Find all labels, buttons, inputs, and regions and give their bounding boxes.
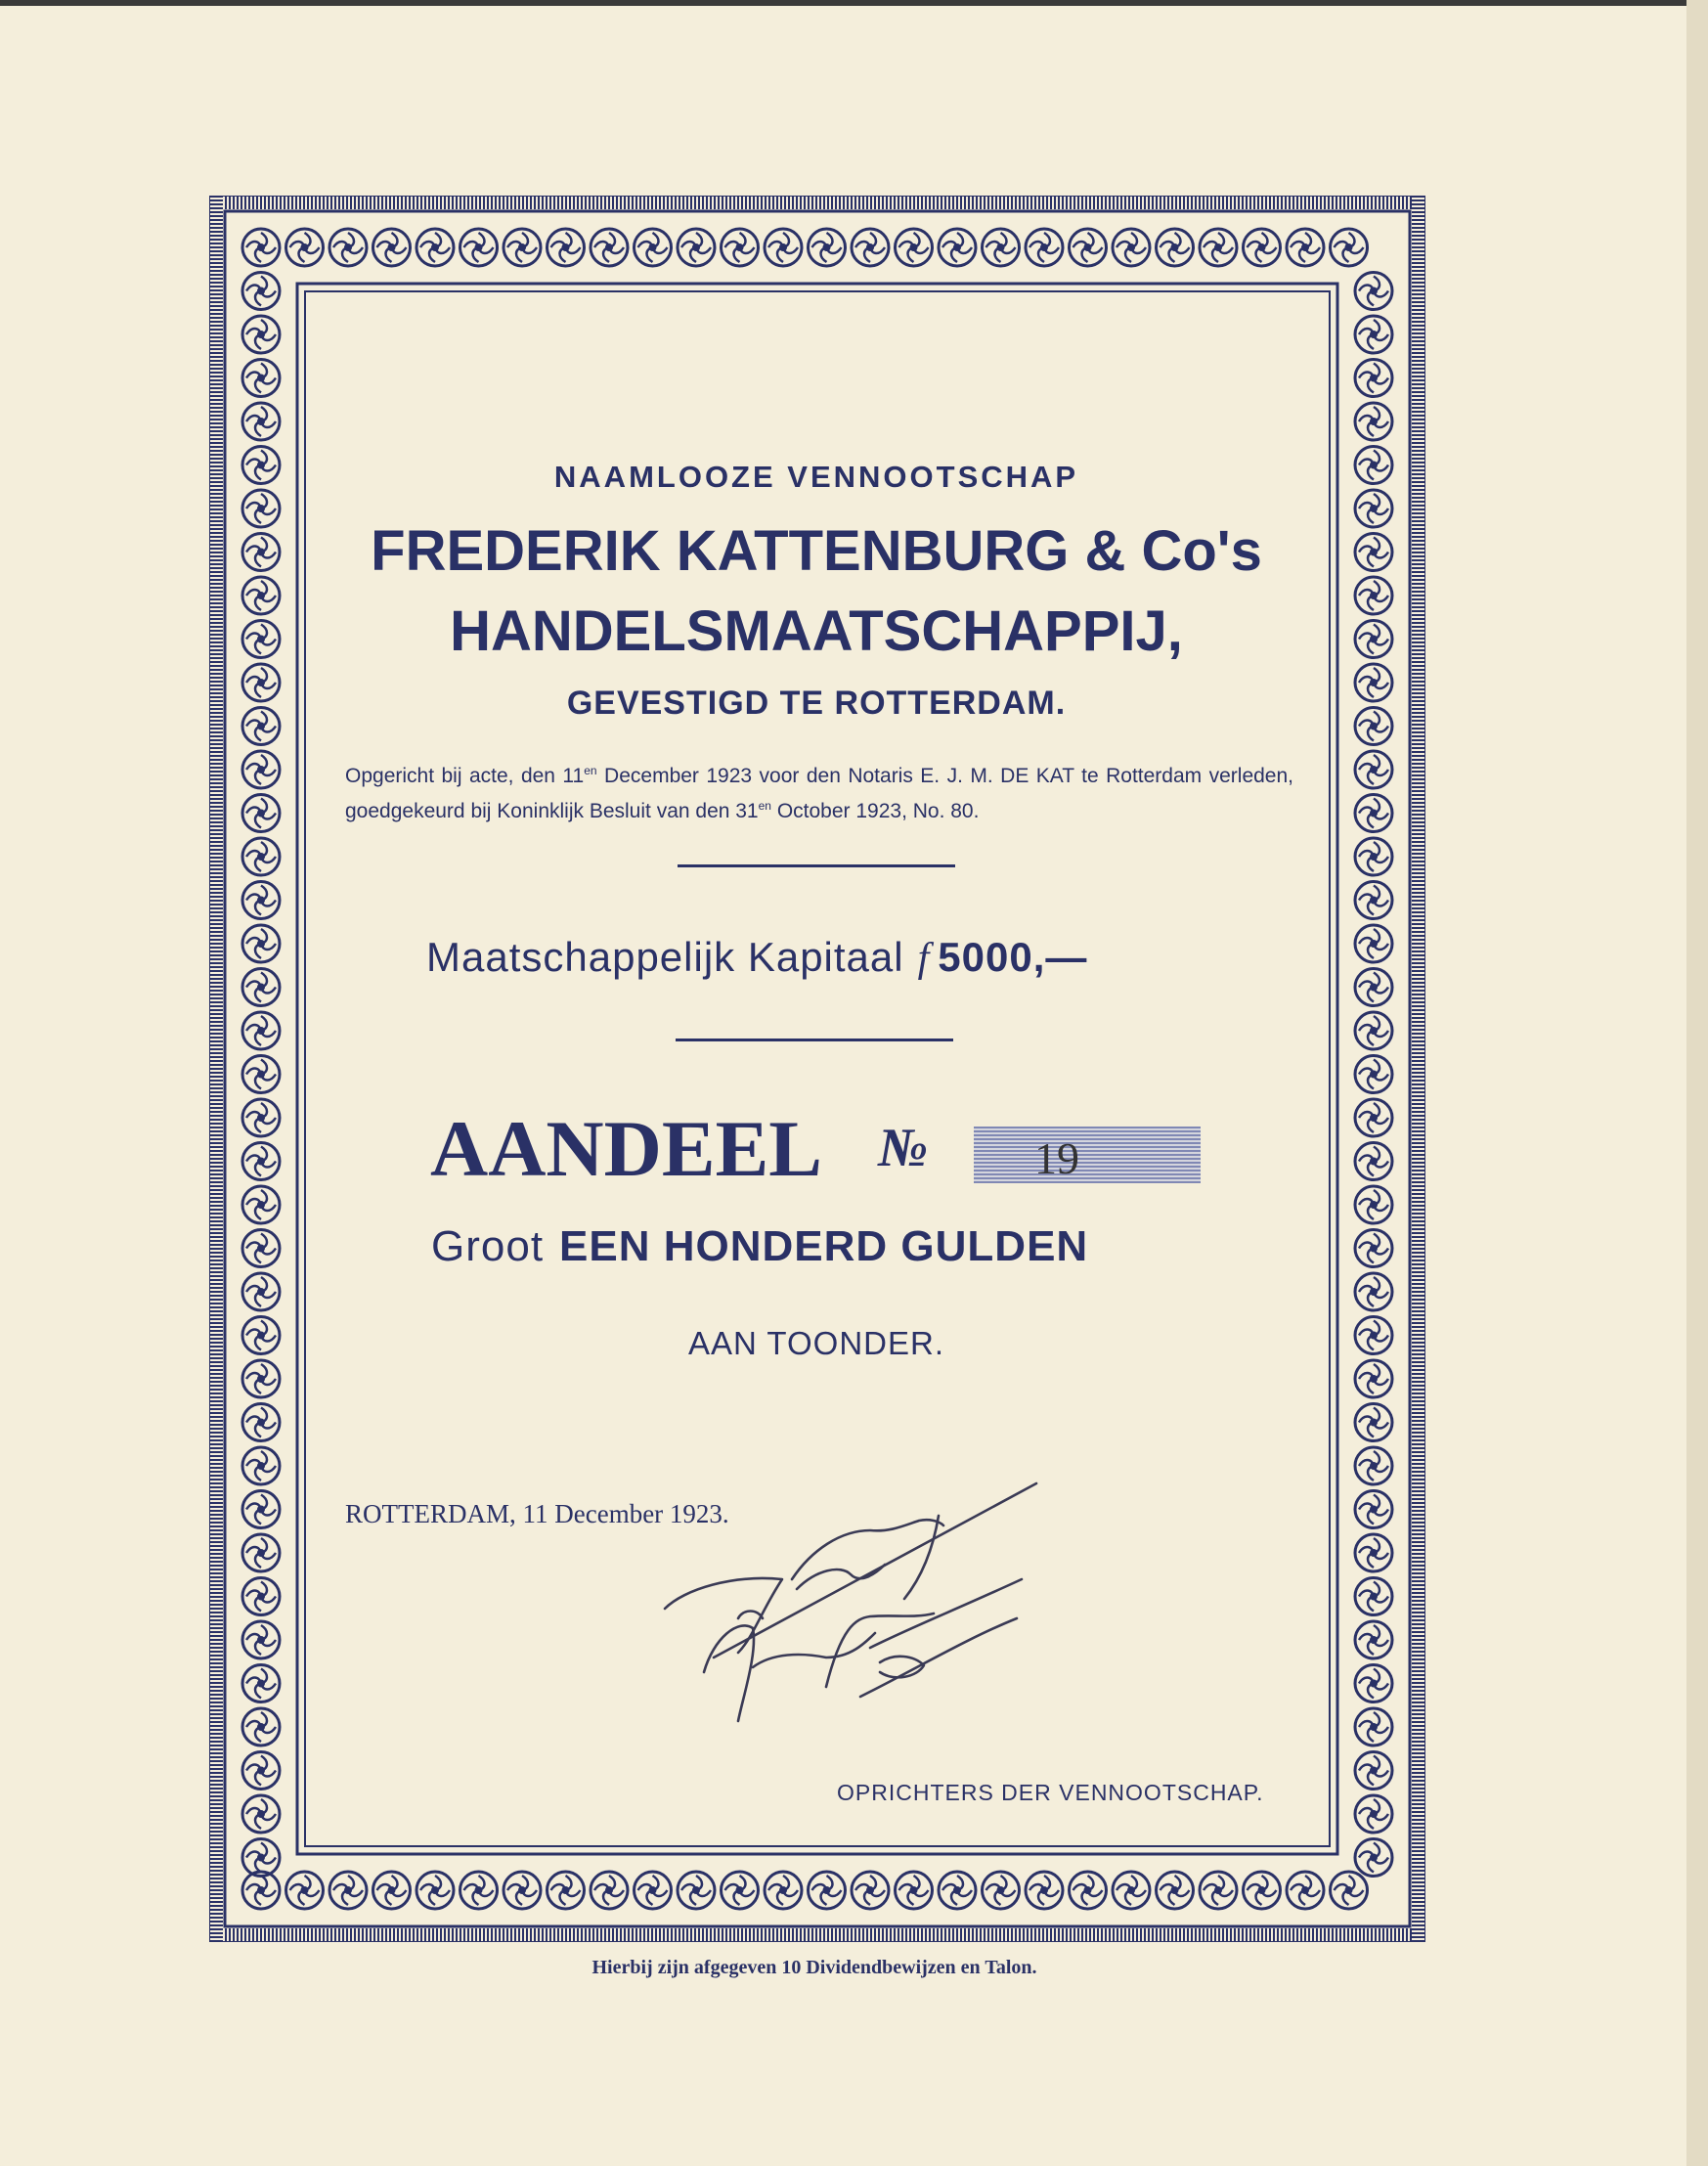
place-and-date: ROTTERDAM, 11 December 1923.	[345, 1499, 729, 1528]
founding-statement	[345, 756, 1293, 826]
capital-label: Maatschappelijk Kapitaal	[426, 934, 904, 980]
share-capital	[426, 934, 1087, 982]
founding-sup-2: en	[758, 799, 771, 813]
founding-sup-1: en	[584, 764, 597, 777]
nominal-prefix: Groot	[431, 1222, 545, 1270]
founders-caption: OPRICHTERS DER VENNOOTSCHAP.	[837, 1780, 1264, 1805]
company-seat: GEVESTIGD TE ROTTERDAM.	[566, 685, 1067, 722]
divider-rule	[678, 864, 955, 867]
capital-amount: 5000,—	[938, 934, 1088, 980]
nominal-amount: EEN HONDERD GULDEN	[559, 1222, 1089, 1270]
company-name-line1: FREDERIK KATTENBURG & Co's	[371, 519, 1262, 583]
share-number: 19	[1034, 1133, 1079, 1183]
share-label: AANDEEL	[430, 1104, 822, 1193]
founding-text-3: October 1923, No. 80.	[770, 800, 980, 822]
founding-text-2: December 1923 voor den Notaris E. J. M. DE KAT te Rotterdam verleden, goedgekeurd bij Koninklijk Besluit van den 31	[345, 765, 1293, 822]
divider-rule	[676, 1039, 953, 1041]
bearer-clause: AAN TOONDER.	[688, 1325, 944, 1361]
founding-text-1: Opgericht bij acte, den 11	[345, 765, 585, 787]
company-type: NAAMLOOZE VENNOOTSCHAP	[553, 460, 1079, 494]
share-number-box	[974, 1127, 1201, 1183]
footer-note: Hierbij zijn afgegeven 10 Dividendbewijzen en Talon.	[591, 1957, 1037, 1978]
company-name-line2: HANDELSMAATSCHAPPIJ,	[450, 599, 1183, 663]
numero-sign: №	[878, 1118, 929, 1178]
nominal-value	[431, 1222, 1088, 1271]
founders-signature	[645, 1472, 1056, 1755]
capital-currency: f	[917, 936, 931, 981]
